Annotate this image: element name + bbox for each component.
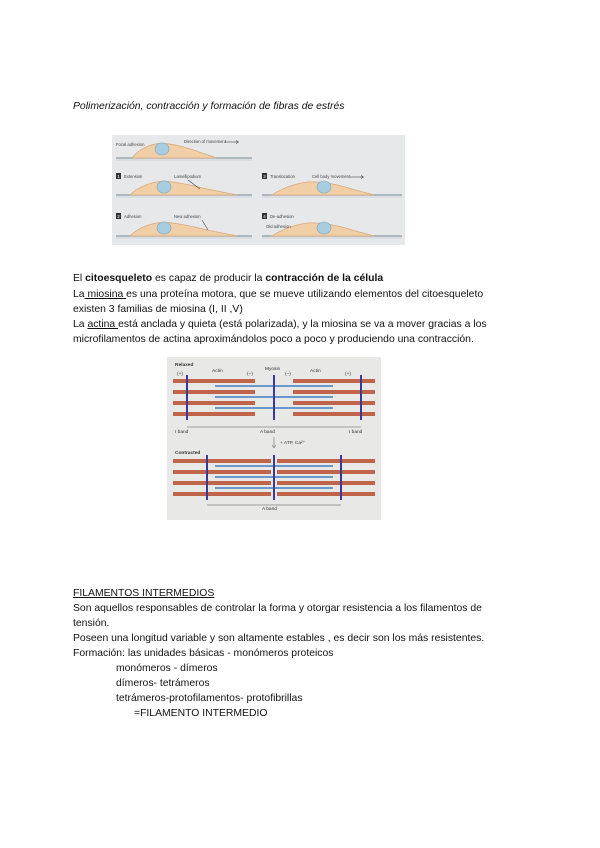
minus-label: (–): [247, 372, 253, 377]
nucleus: [317, 181, 331, 193]
relaxed-label: Relaxed: [175, 363, 194, 368]
sarcomere-figure: [167, 357, 381, 520]
i-band-label: I band: [175, 430, 189, 435]
paragraph-line: [73, 288, 483, 303]
nucleus: [317, 222, 331, 234]
text-span: El: [73, 273, 86, 284]
actin-filament: [293, 401, 375, 405]
actin-filament: [173, 459, 271, 463]
i-band-label: I band: [349, 430, 363, 435]
step-3-label: Translocation: [270, 174, 295, 179]
contracted-label: Contracted: [175, 451, 201, 456]
actin-filament: [277, 492, 375, 496]
plus-label: (+): [345, 372, 351, 377]
formation-result: =FILAMENTO INTERMEDIO: [134, 708, 268, 719]
actin-label: Actin: [212, 369, 223, 374]
cell-shape: [130, 222, 237, 236]
cell-migration-figure: [112, 135, 405, 245]
paragraph-line: Formación: las unidades básicas - monómeros proteicos: [73, 648, 334, 659]
bold-term: contracción de la célula: [265, 273, 384, 284]
actin-filament: [277, 459, 375, 463]
text-span: está anclada y quieta (está polarizada), y la miosina se va a mover gracias a los: [118, 319, 487, 330]
formation-step: tetrámeros-protofilamentos- protofibrillas: [116, 693, 303, 704]
actin-filament: [173, 390, 255, 394]
nucleus: [155, 143, 169, 155]
underlined-term: miosina: [84, 289, 127, 300]
page-title: Polimerización, contracción y formación de fibras de estrés: [73, 101, 345, 112]
a-band-label: A band: [262, 507, 277, 512]
formation-step: dímeros- tetrámeros: [116, 678, 210, 689]
cell-body-movement-label: Cell body movement: [312, 174, 351, 179]
text-span: La: [73, 289, 85, 300]
nucleus: [157, 222, 171, 234]
paragraph-line: tensión.: [73, 618, 110, 629]
actin-filament: [173, 470, 271, 474]
actin-filament: [293, 412, 375, 416]
focal-adhesion-label: Focal adhesion: [116, 142, 145, 147]
old-adhesion-label: Old adhesion: [266, 224, 291, 229]
underlined-term: actina: [87, 319, 119, 330]
cell-shape: [132, 143, 216, 158]
actin-filament: [173, 481, 271, 485]
nucleus: [157, 181, 171, 193]
minus-label: (–): [285, 372, 291, 377]
step-number: 4: [263, 214, 266, 219]
lamellipodium-label: Lamellipodium: [174, 174, 201, 179]
step-2-label: Adhesion: [124, 214, 142, 219]
actin-label: Actin: [310, 369, 321, 374]
paragraph-line: Son aquellos responsables de controlar la forma y otorgar resistencia a los filamentos de: [73, 603, 482, 614]
text-span: La: [73, 319, 88, 330]
step-number: 2: [117, 214, 120, 219]
plus-label: (+): [177, 372, 183, 377]
formation-step: monómeros - dímeros: [116, 663, 218, 674]
a-band-label: A band: [260, 430, 275, 435]
text-span: es capaz de producir la: [152, 273, 266, 284]
atp-label: + ATP, Ca²⁺: [280, 441, 306, 446]
step-number: 1: [117, 174, 120, 179]
paragraph-line: Poseen una longitud variable y son altamente estables , es decir son los más resistentes.: [73, 633, 485, 644]
actin-filament: [173, 401, 255, 405]
step-4-label: De-adhesion: [270, 214, 294, 219]
cell-shape: [130, 181, 237, 195]
actin-filament: [173, 379, 255, 383]
text-span: es una proteína motora, que se mueve utilizando elementos del citoesqueleto: [126, 289, 484, 300]
new-adhesion-label: New adhesion: [174, 214, 201, 219]
myosin-label: Myosin: [265, 367, 281, 372]
paragraph-line: [73, 272, 383, 287]
section-heading: [73, 587, 214, 602]
paragraph-line: [73, 318, 487, 333]
paragraph-line: microfilamentos de actina aproximándolos poco a poco y produciendo una contracción.: [73, 334, 474, 345]
actin-filament: [277, 481, 375, 485]
actin-filament: [293, 390, 375, 394]
bold-term: citoesqueleto: [85, 273, 153, 284]
actin-filament: [277, 470, 375, 474]
direction-label: Direction of movement: [184, 139, 226, 144]
actin-filament: [173, 412, 255, 416]
heading-text: FILAMENTOS INTERMEDIOS: [73, 588, 215, 599]
step-number: 3: [263, 174, 266, 179]
actin-filament: [173, 492, 271, 496]
actin-filament: [293, 379, 375, 383]
paragraph-line: existen 3 familias de miosina (I, II ,V): [73, 304, 243, 315]
step-1-label: Extension: [124, 174, 143, 179]
